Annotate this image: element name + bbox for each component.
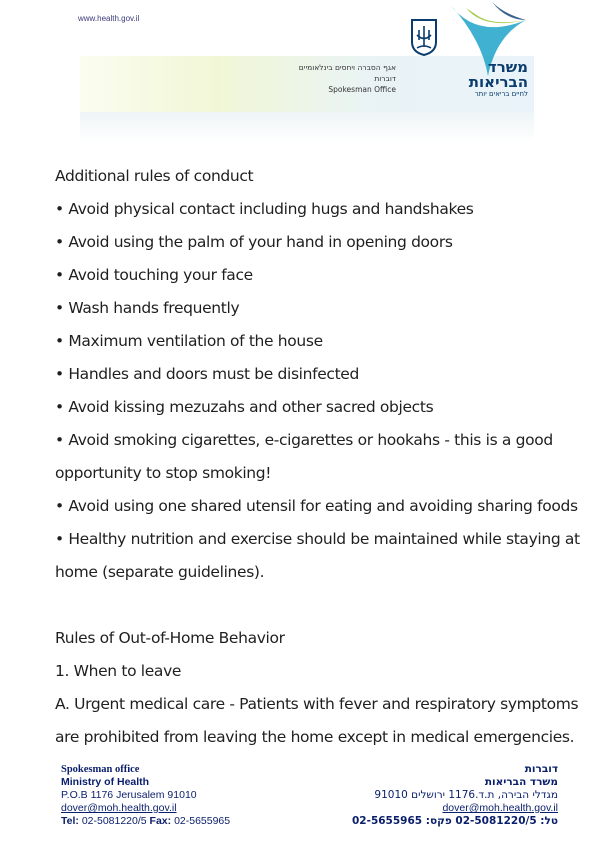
footer-email-link[interactable]: dover@moh.health.gov.il <box>61 802 177 814</box>
body-line: • Avoid smoking cigarettes, e-cigarettes or hookahs - this is a good <box>55 431 553 449</box>
paragraph-gap <box>55 589 575 622</box>
body-line: are prohibited from leaving the home except in medical emergencies. <box>55 728 575 746</box>
footer-address-hebrew: מגדלי הבירה, ת.ד.1176 ירושלים 91010 <box>374 789 558 801</box>
body-line: A. Urgent medical care - Patients with fever and respiratory symptoms <box>55 695 579 713</box>
department-block <box>290 62 396 95</box>
body-line: • Avoid kissing mezuzahs and other sacred objects <box>55 398 434 416</box>
body-line: • Maximum ventilation of the house <box>55 332 323 350</box>
footer-address: P.O.B 1176 Jerusalem 91010 <box>61 789 197 801</box>
footer-email-link-hebrew[interactable]: dover@moh.health.gov.il <box>442 802 558 814</box>
tel-label: Tel: <box>61 815 79 827</box>
body-line: • Wash hands frequently <box>55 299 240 317</box>
body-line: • Avoid using the palm of your hand in opening doors <box>55 233 453 251</box>
body-line: • Handles and doors must be disinfected <box>55 365 359 383</box>
department-name-english: Spokesman Office <box>328 85 396 94</box>
footer-contact-english <box>61 763 291 828</box>
body-line: • Healthy nutrition and exercise should be maintained while staying at <box>55 530 580 548</box>
department-name-hebrew: אגף הסברה ויחסים בינלאומיים <box>298 63 396 72</box>
fax-number: 02-5655965 <box>174 815 231 827</box>
ministry-name-line1: משרד <box>487 58 528 76</box>
footer-phone-line <box>61 815 291 828</box>
fax-label: Fax: <box>149 815 172 827</box>
footer-ministry-hebrew: משרד הבריאות <box>484 776 558 788</box>
department-sub-hebrew: דוברות <box>374 74 396 83</box>
footer-contact-hebrew <box>330 763 558 828</box>
footer-office: Spokesman office <box>61 764 140 775</box>
state-emblem-icon <box>409 18 439 56</box>
footer-ministry: Ministry of Health <box>61 776 150 788</box>
tel-number: 02-5081220/5 <box>81 815 147 827</box>
body-line: • Avoid physical contact including hugs and handshakes <box>55 200 474 218</box>
document-body <box>55 160 580 754</box>
footer-phone-line-hebrew: טל: 02-5081220/5 פקס: 02-5655965 <box>351 815 558 827</box>
body-line: 1. When to leave <box>55 662 182 680</box>
body-line: home (separate guidelines). <box>55 563 265 581</box>
footer-office-hebrew: דוברות <box>524 763 558 775</box>
body-line: • Avoid touching your face <box>55 266 253 284</box>
ministry-tagline: לחיים בריאים יותר <box>474 90 528 98</box>
body-line: opportunity to stop smoking! <box>55 464 272 482</box>
ministry-name-line2: הבריאות <box>468 73 528 91</box>
website-url: www.health.gov.il <box>78 14 140 23</box>
section-title: Additional rules of conduct <box>55 167 254 185</box>
body-line: • Avoid using one shared utensil for eating and avoiding sharing foods <box>55 497 578 515</box>
ministry-name-hebrew <box>432 60 528 90</box>
header-banner-fade <box>80 112 534 142</box>
section-title: Rules of Out-of-Home Behavior <box>55 629 285 647</box>
